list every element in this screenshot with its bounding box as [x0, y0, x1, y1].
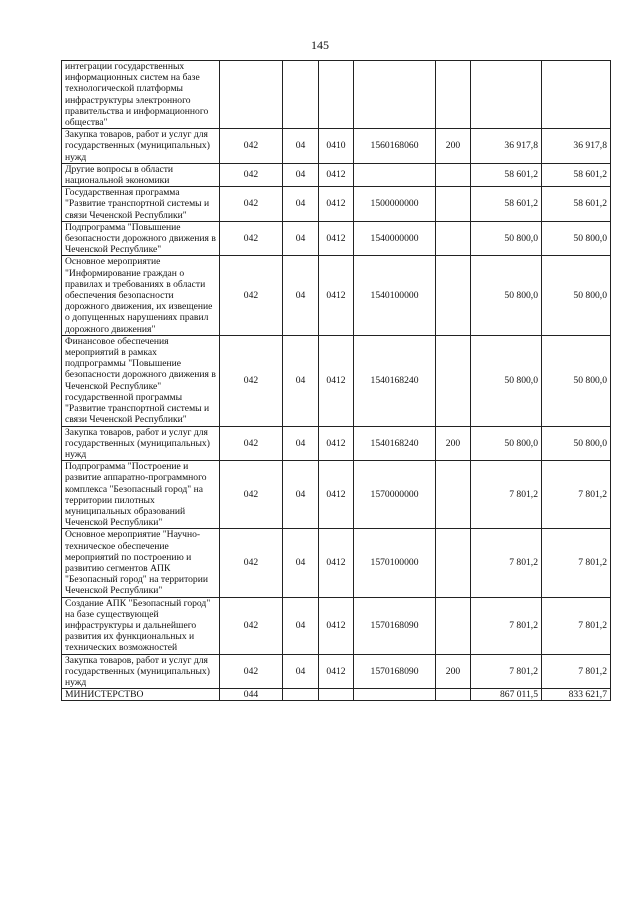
ministry-code	[220, 61, 283, 129]
section-code: 04	[283, 256, 319, 335]
program-code: 1570000000	[354, 461, 436, 529]
table-row	[62, 163, 611, 186]
row-name: Финансовое обеспечения мероприятий в рамках подпрограммы "Повышение безопасности дорожного движения в Чеченской Республике" государственной программы "Развитие транспортной системы и связи Чеченской Республики"	[62, 335, 220, 426]
program-code: 1540168240	[354, 426, 436, 461]
program-code	[354, 163, 436, 186]
row-name: Основное мероприятие "Научно-техническое обеспечение мероприятий по построению и развитию сегментов АПК "Безопасный город" на территории Чеченской Республики"	[62, 529, 220, 597]
program-code: 1570100000	[354, 529, 436, 597]
table-row	[62, 654, 611, 689]
row-name: Основное мероприятие "Информирование граждан о правилах и требованиях в области обеспечения безопасности дорожного движения, их извещение о допущенных нарушениях правил дорожного движения"	[62, 256, 220, 335]
amount-year-2: 50 800,0	[542, 256, 611, 335]
amount-year-2: 7 801,2	[542, 461, 611, 529]
subsection-code: 0412	[319, 461, 354, 529]
amount-year-1: 7 801,2	[471, 597, 542, 654]
expense-type-code	[436, 187, 471, 222]
subsection-code: 0410	[319, 129, 354, 164]
program-code: 1500000000	[354, 187, 436, 222]
table-row	[62, 61, 611, 129]
ministry-code: 042	[220, 163, 283, 186]
amount-year-2: 7 801,2	[542, 654, 611, 689]
subsection-code: 0412	[319, 654, 354, 689]
table-row	[62, 187, 611, 222]
ministry-code: 042	[220, 256, 283, 335]
table-row	[62, 529, 611, 597]
ministry-code: 042	[220, 461, 283, 529]
ministry-code: 042	[220, 654, 283, 689]
row-name: Закупка товаров, работ и услуг для государственных (муниципальных) нужд	[62, 654, 220, 689]
amount-year-1: 58 601,2	[471, 163, 542, 186]
expense-type-code	[436, 256, 471, 335]
subsection-code: 0412	[319, 256, 354, 335]
subsection-code: 0412	[319, 163, 354, 186]
ministry-code: 044	[220, 689, 283, 701]
ministry-code: 042	[220, 335, 283, 426]
program-code: 1540100000	[354, 256, 436, 335]
program-code: 1540168240	[354, 335, 436, 426]
ministry-code: 042	[220, 221, 283, 256]
row-name: Создание АПК "Безопасный город" на базе существующей инфраструктуры и дальнейшего развития их функциональных и технических возможностей	[62, 597, 220, 654]
amount-year-1: 36 917,8	[471, 129, 542, 164]
amount-year-1: 50 800,0	[471, 221, 542, 256]
section-code: 04	[283, 187, 319, 222]
subsection-code	[319, 689, 354, 701]
amount-year-2: 58 601,2	[542, 187, 611, 222]
amount-year-1: 7 801,2	[471, 529, 542, 597]
amount-year-1: 50 800,0	[471, 256, 542, 335]
ministry-code: 042	[220, 129, 283, 164]
amount-year-2: 58 601,2	[542, 163, 611, 186]
row-name: Подпрограмма "Повышение безопасности дорожного движения в Чеченской Республике"	[62, 221, 220, 256]
section-code: 04	[283, 461, 319, 529]
program-code: 1570168090	[354, 597, 436, 654]
table-row	[62, 129, 611, 164]
section-code	[283, 61, 319, 129]
expense-type-code	[436, 461, 471, 529]
amount-year-2: 36 917,8	[542, 129, 611, 164]
expense-type-code	[436, 163, 471, 186]
page-number: 145	[311, 38, 329, 52]
table-row	[62, 597, 611, 654]
ministry-code: 042	[220, 529, 283, 597]
expense-type-code	[436, 221, 471, 256]
row-name: МИНИСТЕРСТВО	[62, 689, 220, 701]
program-code: 1540000000	[354, 221, 436, 256]
amount-year-2: 833 621,7	[542, 689, 611, 701]
amount-year-2: 7 801,2	[542, 529, 611, 597]
amount-year-1: 58 601,2	[471, 187, 542, 222]
expense-type-code: 200	[436, 426, 471, 461]
amount-year-1: 867 011,5	[471, 689, 542, 701]
table-row	[62, 461, 611, 529]
ministry-code: 042	[220, 187, 283, 222]
section-code: 04	[283, 221, 319, 256]
expense-type-code	[436, 61, 471, 129]
section-code: 04	[283, 597, 319, 654]
amount-year-1: 50 800,0	[471, 426, 542, 461]
expense-type-code	[436, 529, 471, 597]
section-code: 04	[283, 654, 319, 689]
program-code: 1570168090	[354, 654, 436, 689]
subsection-code: 0412	[319, 426, 354, 461]
section-code: 04	[283, 529, 319, 597]
amount-year-1	[471, 61, 542, 129]
ministry-code: 042	[220, 426, 283, 461]
row-name: Закупка товаров, работ и услуг для государственных (муниципальных) нужд	[62, 426, 220, 461]
table-row	[62, 426, 611, 461]
amount-year-2: 50 800,0	[542, 221, 611, 256]
program-code	[354, 61, 436, 129]
section-code: 04	[283, 426, 319, 461]
table-row	[62, 221, 611, 256]
budget-table	[61, 60, 611, 701]
subsection-code: 0412	[319, 187, 354, 222]
table-row	[62, 256, 611, 335]
amount-year-1: 7 801,2	[471, 654, 542, 689]
table-row	[62, 689, 611, 701]
program-code	[354, 689, 436, 701]
amount-year-2: 50 800,0	[542, 335, 611, 426]
section-code	[283, 689, 319, 701]
subsection-code: 0412	[319, 221, 354, 256]
amount-year-2: 50 800,0	[542, 426, 611, 461]
row-name: интеграции государственных информационных систем на базе технологической платформы инфраструктуры электронного правительства и информационного общества"	[62, 61, 220, 129]
program-code: 1560168060	[354, 129, 436, 164]
expense-type-code	[436, 597, 471, 654]
table-row	[62, 335, 611, 426]
row-name: Другие вопросы в области национальной экономики	[62, 163, 220, 186]
amount-year-2: 7 801,2	[542, 597, 611, 654]
amount-year-2	[542, 61, 611, 129]
expense-type-code: 200	[436, 129, 471, 164]
row-name: Подпрограмма "Построение и развитие аппаратно-программного комплекса "Безопасный город" на территории пилотных муниципальных образований Чеченской Республики"	[62, 461, 220, 529]
amount-year-1: 50 800,0	[471, 335, 542, 426]
ministry-code: 042	[220, 597, 283, 654]
section-code: 04	[283, 335, 319, 426]
row-name: Государственная программа "Развитие транспортной системы и связи Чеченской Республики"	[62, 187, 220, 222]
amount-year-1: 7 801,2	[471, 461, 542, 529]
subsection-code: 0412	[319, 335, 354, 426]
expense-type-code: 200	[436, 654, 471, 689]
subsection-code: 0412	[319, 529, 354, 597]
section-code: 04	[283, 129, 319, 164]
subsection-code: 0412	[319, 597, 354, 654]
section-code: 04	[283, 163, 319, 186]
subsection-code	[319, 61, 354, 129]
expense-type-code	[436, 335, 471, 426]
row-name: Закупка товаров, работ и услуг для государственных (муниципальных) нужд	[62, 129, 220, 164]
expense-type-code	[436, 689, 471, 701]
